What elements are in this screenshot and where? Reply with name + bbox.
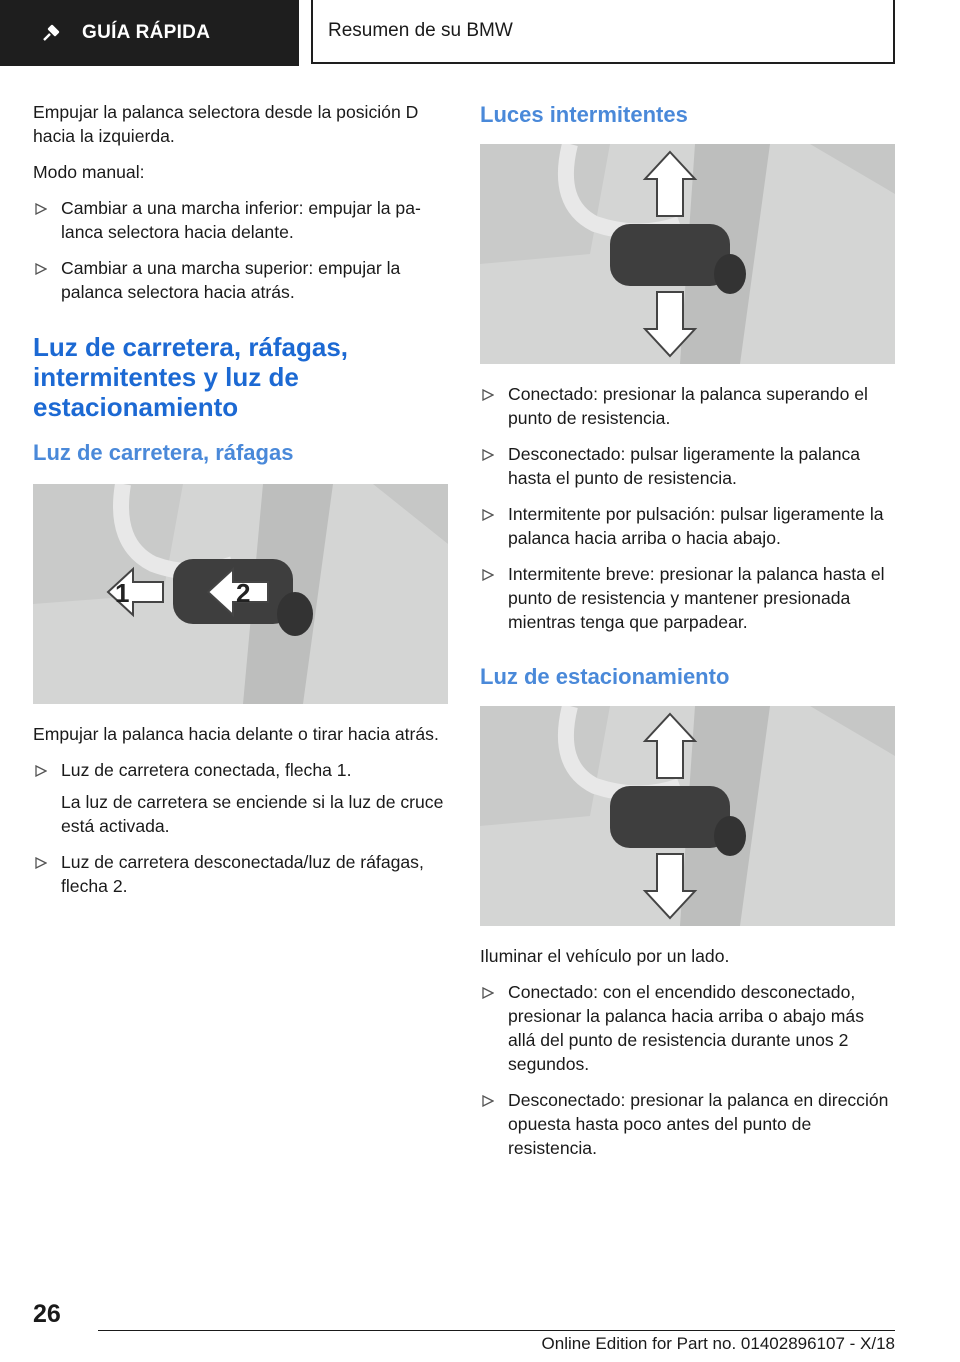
page-number: 26 <box>33 1300 61 1328</box>
bullet-triangle-icon <box>482 509 494 521</box>
estacionamiento-intro: Iluminar el vehículo por un lado. <box>480 946 730 966</box>
figure-caption: Empujar la palanca hacia delante o tirar hacia atrás. <box>33 724 439 744</box>
bullet-triangle-icon <box>482 1095 494 1107</box>
subsection-heading-estacionamiento: Luz de estacionamiento <box>480 664 730 689</box>
subsection-heading-intermitentes: Luces intermitentes <box>480 102 688 127</box>
list-item: Cambiar a una marcha superior: empujar la palanca selectora hacia atrás. <box>33 256 448 304</box>
header-tab-label: GUÍA RÁPIDA <box>82 22 211 43</box>
modo-list <box>33 196 448 304</box>
estacionamiento-list <box>480 980 895 1160</box>
section-title: Resumen de su BMW <box>311 0 895 64</box>
list-item: Intermitente por pulsación: pulsar ligeramente la palanca hacia arriba o hacia abajo. <box>480 502 895 550</box>
list-item: Cambiar a una marcha inferior: empujar la palanca selectora hacia delante. <box>33 196 448 244</box>
right-column <box>480 100 895 1172</box>
bullet-triangle-icon <box>482 987 494 999</box>
edition-text: Online Edition for Part no. 01402896107 - X/18 <box>541 1334 895 1353</box>
list-item: Desconectado: pulsar ligeramente la palanca hasta el punto de resistencia. <box>480 442 895 490</box>
arrow-label-1: 1 <box>115 578 130 608</box>
footer-divider <box>98 1330 895 1331</box>
section-heading: Luz de carretera, ráfagas, intermitentes y luz de estacionamiento <box>33 332 349 422</box>
arrow-label-2: 2 <box>236 578 251 608</box>
bullet-triangle-icon <box>482 449 494 461</box>
list-item: Intermitente breve: presionar la palanca hasta el punto de resistencia y mantener presionada mientras tenga que parpadear. <box>480 562 895 634</box>
list-item-note: La luz de carretera se enciende si la luz de cruce está activada. <box>61 792 444 836</box>
list-item: Luz de carretera desconectada/luz de ráfagas, flecha 2. <box>33 850 448 898</box>
bullet-triangle-icon <box>482 569 494 581</box>
bullet-triangle-icon <box>35 263 47 275</box>
figure-luz-carretera <box>33 484 448 704</box>
list-item: Conectado: con el encendido desconectado, presionar la palanca hacia arriba o abajo más allá del punto de resistencia durante unos 2 segundos. <box>480 980 895 1076</box>
bullet-triangle-icon <box>35 765 47 777</box>
bullet-triangle-icon <box>35 203 47 215</box>
subsection-heading-carretera: Luz de carretera, ráfagas <box>33 440 294 465</box>
list-item: Conectado: presionar la palanca superando el punto de resistencia. <box>480 382 895 430</box>
carretera-list <box>33 758 448 898</box>
bullet-triangle-icon <box>35 857 47 869</box>
intermitentes-list <box>480 382 895 634</box>
figure-intermitentes <box>480 144 895 364</box>
header-tab[interactable] <box>0 0 299 66</box>
bullet-triangle-icon <box>482 389 494 401</box>
modo-label: Modo manual: <box>33 162 145 182</box>
figure-estacionamiento <box>480 706 895 926</box>
list-item: Luz de carretera conectada, flecha 1. La luz de carretera se enciende si la luz de cruce está activada. <box>33 758 448 838</box>
list-item: Desconectado: presionar la palanca en dirección opuesta hasta poco antes del punto de resistencia. <box>480 1088 895 1160</box>
left-column <box>33 100 448 910</box>
pin-icon <box>40 22 62 44</box>
intro-text: Empujar la palanca selectora desde la posición D hacia la izquierda. <box>33 102 419 146</box>
